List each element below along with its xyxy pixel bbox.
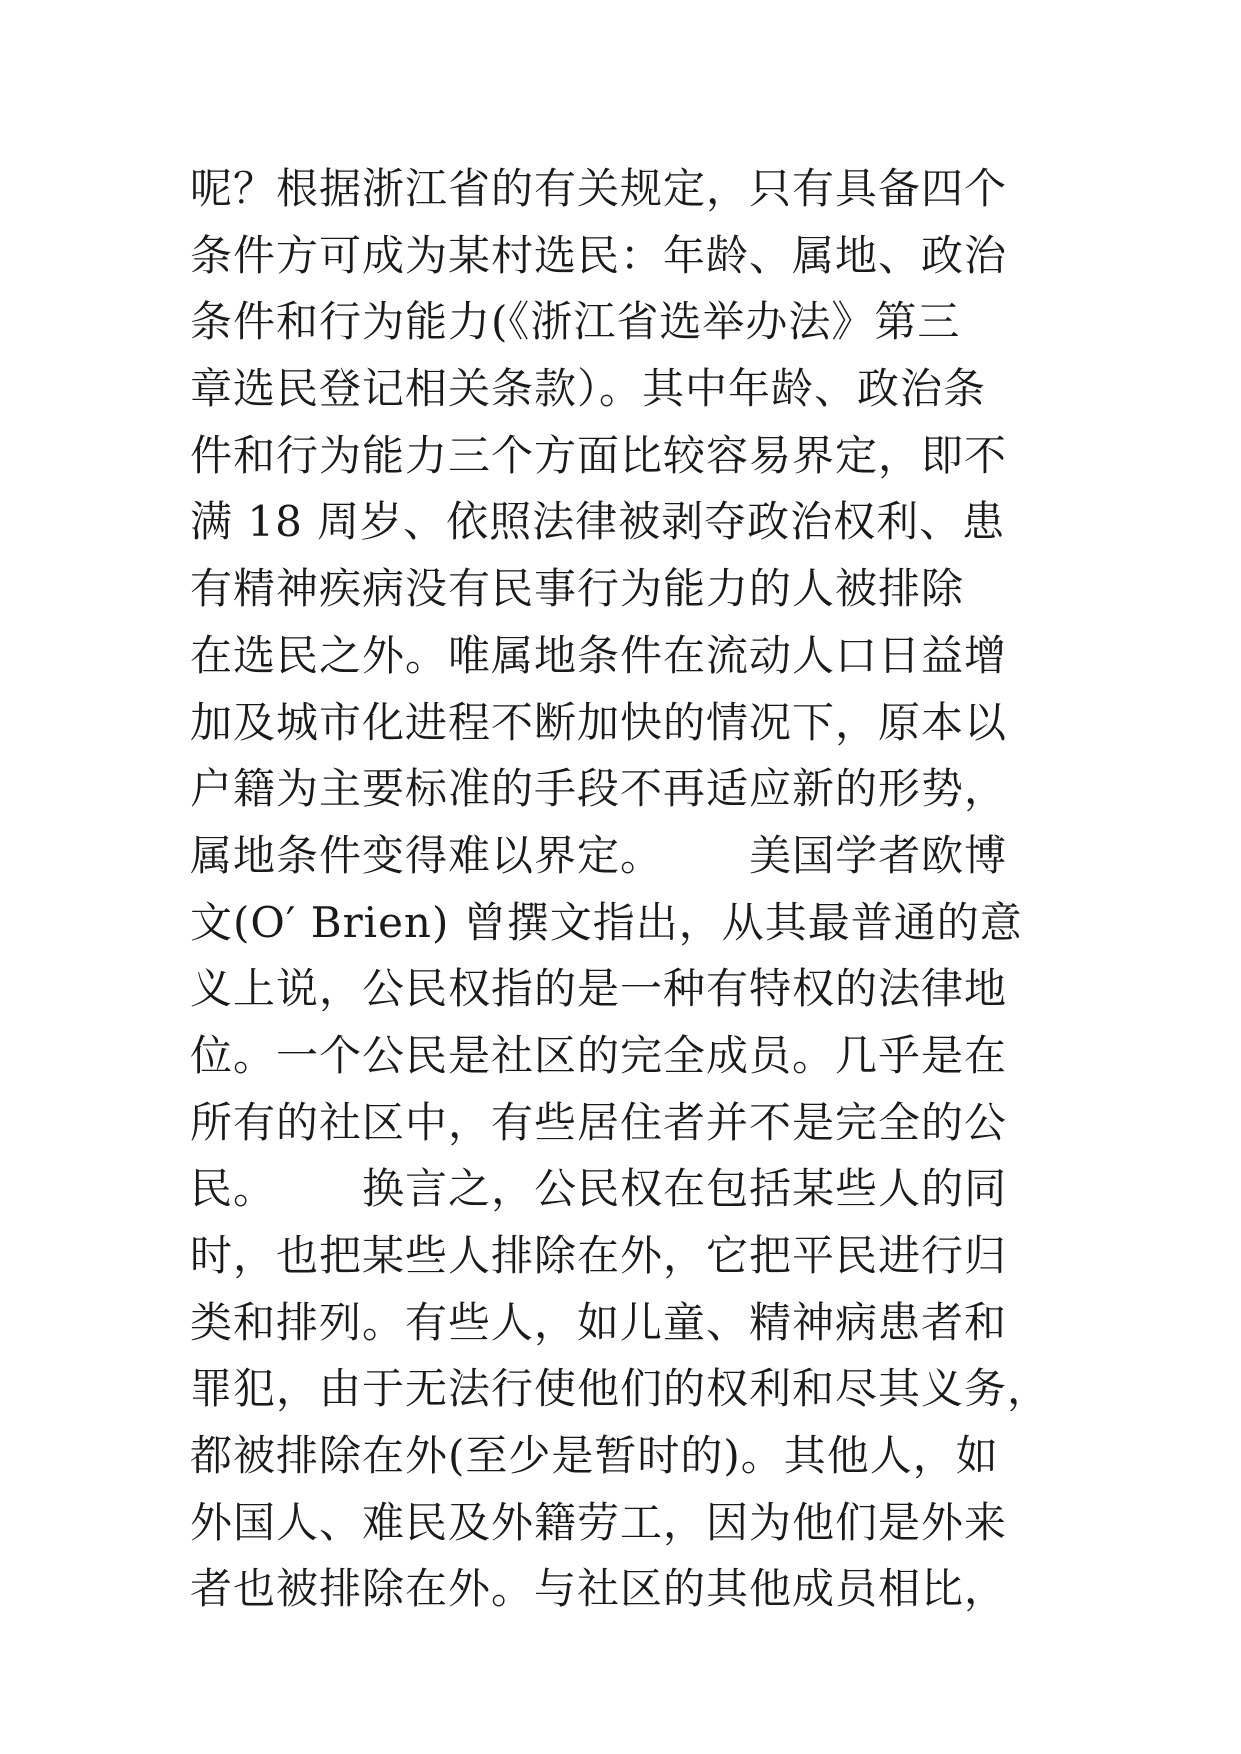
body-text (190, 156, 1090, 1623)
text-line-21: 外国人、难民及外籍劳工，因为他们是外来 (190, 1497, 1008, 1547)
text-line-12: 文(O′ Brien) 曾撰文指出，从其最普通的意 (190, 897, 1023, 947)
text-line-3: 条件和行为能力(《浙江省选举办法》第三 (190, 297, 961, 347)
text-line-19: 罪犯，由于无法行使他们的权利和尽其义务， (190, 1364, 1051, 1414)
text-line-11: 属地条件变得难以界定。 美国学者欧博 (190, 830, 1008, 880)
text-line-20: 都被排除在外(至少是暂时的)。其他人，如 (190, 1431, 999, 1481)
text-line-8: 在选民之外。唯属地条件在流动人口日益增 (190, 630, 1008, 680)
text-line-22: 者也被排除在外。与社区的其他成员相比， (190, 1564, 1008, 1614)
text-line-14: 位。一个公民是社区的完全成员。几乎是在 (190, 1030, 1008, 1080)
text-line-15: 所有的社区中，有些居住者并不是完全的公 (190, 1097, 1008, 1147)
text-line-4: 章选民登记相关条款）。其中年龄、政治条 (190, 364, 987, 414)
text-line-16: 民。 换言之，公民权在包括某些人的同 (190, 1164, 1008, 1214)
text-line-7: 有精神疾病没有民事行为能力的人被排除 (190, 564, 965, 614)
text-line-10: 户籍为主要标准的手段不再适应新的形势， (190, 764, 1008, 814)
text-line-6: 满 18 周岁、依照法律被剥夺政治权利、患 (190, 497, 1006, 547)
text-line-18: 类和排列。有些人，如儿童、精神病患者和 (190, 1297, 1008, 1347)
text-line-1: 呢？根据浙江省的有关规定，只有具备四个 (190, 164, 1008, 213)
text-line-2: 条件方可成为某村选民：年龄、属地、政治 (190, 230, 1008, 280)
text-line-5: 件和行为能力三个方面比较容易界定，即不 (190, 430, 1008, 480)
text-line-17: 时，也把某些人排除在外，它把平民进行归 (190, 1231, 1008, 1280)
text-line-13: 义上说，公民权指的是一种有特权的法律地 (190, 964, 1008, 1014)
text-line-9: 加及城市化进程不断加快的情况下，原本以 (190, 697, 1008, 747)
